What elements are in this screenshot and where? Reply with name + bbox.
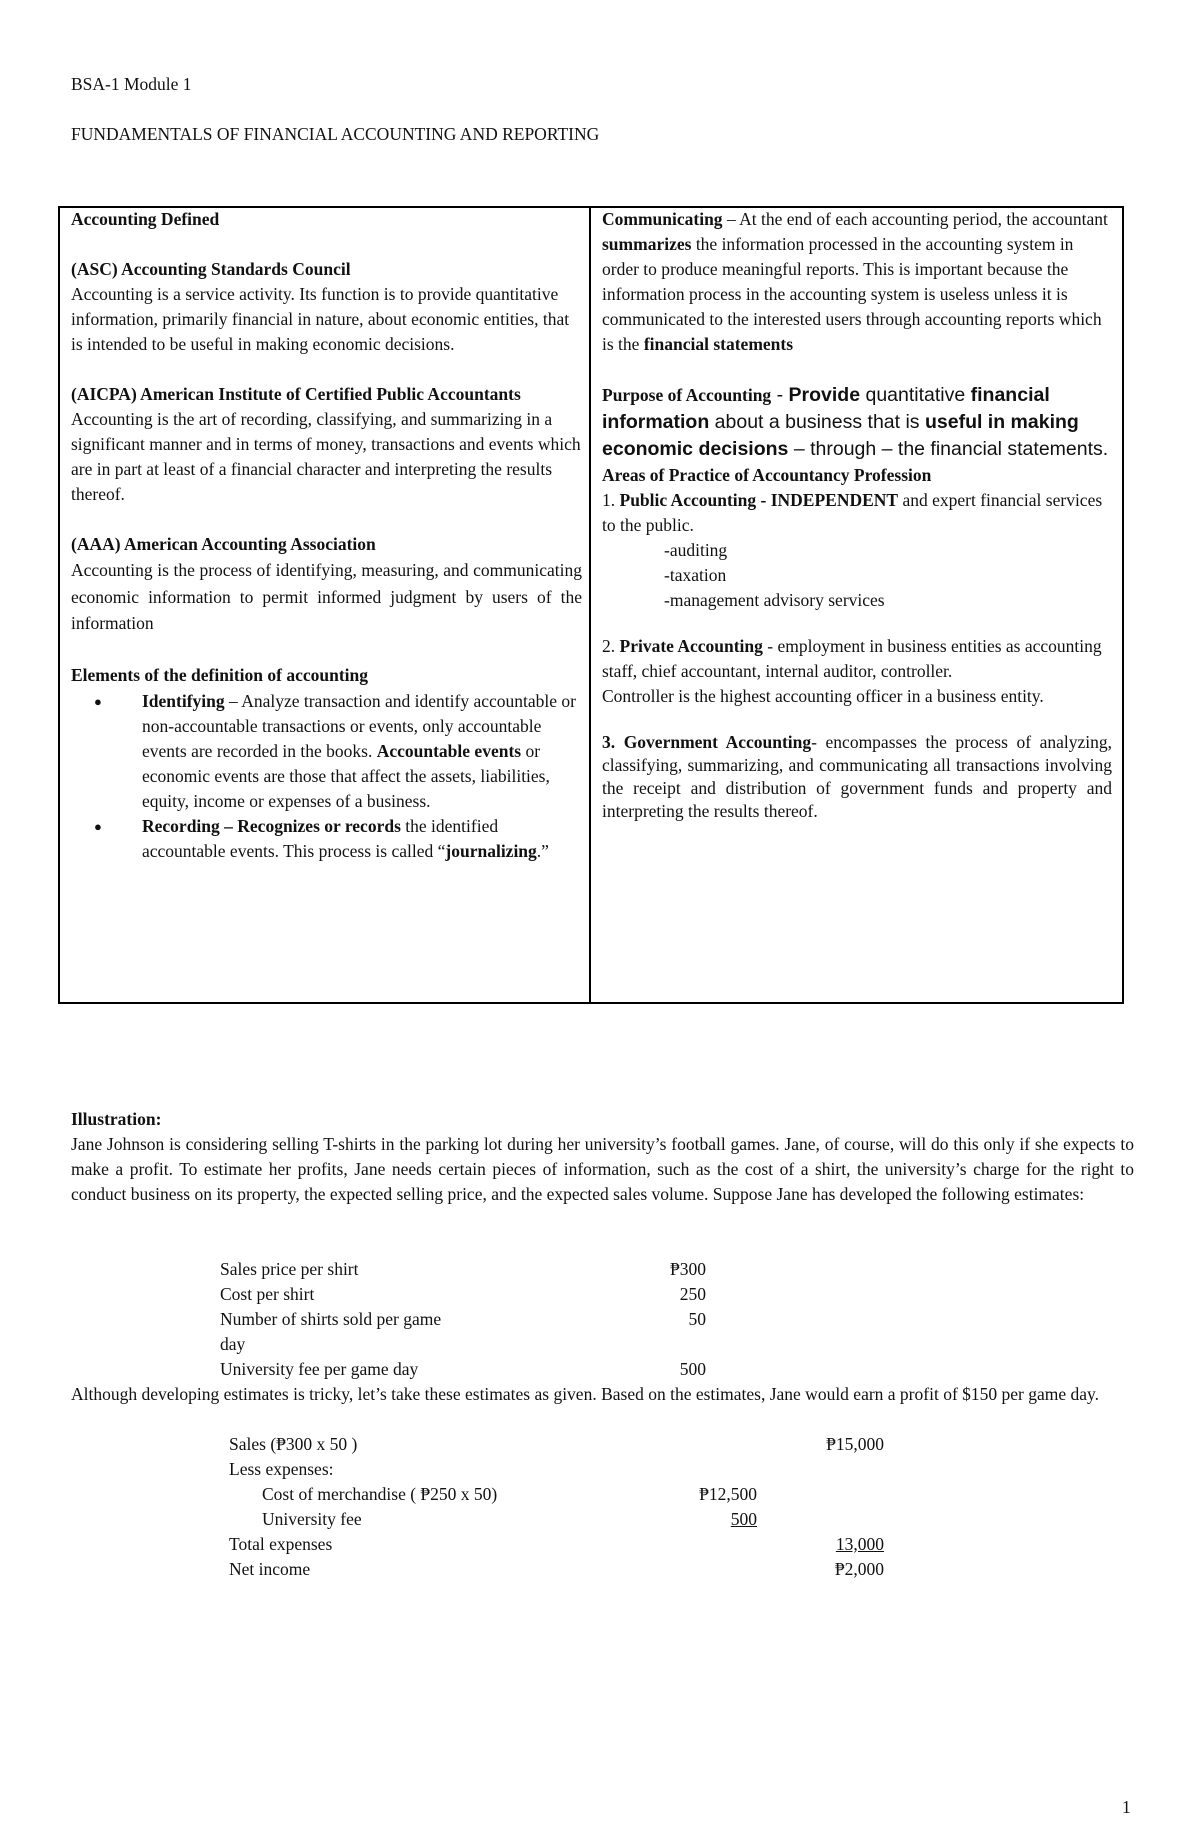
cost-of-merchandise-label: Cost of merchandise ( ₱250 x 50) bbox=[262, 1484, 498, 1504]
estimate-value: 250 bbox=[679, 1284, 706, 1304]
controller-note: Controller is the highest accounting officer in a business entity. bbox=[602, 686, 1044, 706]
purpose-text: – through – the financial statements. bbox=[788, 438, 1109, 460]
estimate-value: 500 bbox=[679, 1359, 706, 1379]
purpose-paragraph bbox=[602, 382, 1112, 463]
communicating-text: – At the end of each accounting period, the accountant bbox=[722, 209, 1108, 229]
service-auditing: -auditing bbox=[664, 540, 728, 560]
table-row bbox=[262, 1507, 757, 1532]
accounting-defined-heading: Accounting Defined bbox=[71, 209, 220, 229]
communicating-paragraph bbox=[602, 207, 1112, 357]
estimate-label-continued: day bbox=[220, 1334, 246, 1354]
sales-label: Sales (₱300 x 50 ) bbox=[229, 1434, 358, 1454]
estimate-label: Cost per shirt bbox=[220, 1284, 315, 1304]
service-management-advisory: -management advisory services bbox=[664, 590, 885, 610]
table-row bbox=[229, 1432, 884, 1457]
public-text: and expert financial services to the public. bbox=[602, 490, 1103, 535]
estimate-label: University fee per game day bbox=[220, 1359, 419, 1379]
illustration-paragraph: Jane Johnson is considering selling T-shirts in the parking lot during her university’s football games. Jane, of course, will do this only if she expects to make a profit. To estimate her profits, Jane needs certain pieces of information, such as the cost of a shirt, the university’s charge for the right to conduct business on its property, the expected selling price, and the expected sales volume. Suppose Jane has developed the following estimates: bbox=[71, 1134, 1134, 1204]
purpose-useful: useful in making economic decisions bbox=[602, 411, 1079, 460]
areas-title: Areas of Practice of Accountancy Profession bbox=[602, 465, 932, 485]
summarizes-bold: summarizes bbox=[602, 234, 692, 254]
table-row bbox=[220, 1257, 720, 1282]
table-row bbox=[220, 1307, 720, 1357]
purpose-provide: Provide bbox=[788, 384, 861, 406]
estimates-table bbox=[0, 1257, 1200, 1382]
public-number: 1. bbox=[602, 490, 620, 510]
university-fee-value: 500 bbox=[730, 1509, 757, 1529]
element-bold: Accountable events bbox=[376, 740, 522, 761]
estimates-note: Although developing estimates is tricky, let’s take these estimates as given. Based on the estimates, Jane would earn a profit of $150 per game day. bbox=[71, 1384, 1100, 1404]
table-row bbox=[262, 1482, 757, 1507]
table-row bbox=[229, 1532, 884, 1557]
aaa-title: (AAA) American Accounting Association bbox=[71, 534, 376, 554]
page-number: 1 bbox=[1122, 1797, 1131, 1817]
element-term: Identifying bbox=[142, 690, 225, 711]
elements-list bbox=[71, 689, 582, 864]
less-expenses-label: Less expenses: bbox=[229, 1459, 334, 1479]
university-fee-label: University fee bbox=[262, 1509, 362, 1529]
illustration-section bbox=[71, 1107, 1134, 1207]
income-statement bbox=[0, 1432, 1200, 1582]
private-accounting bbox=[602, 634, 1112, 684]
element-text: – Analyze transaction and identify accountable or non-accountable transactions or events, only accountable events are recorded in the books. bbox=[142, 690, 576, 761]
element-term: Recording – Recognizes or records bbox=[142, 815, 401, 836]
estimate-value: 50 bbox=[688, 1309, 706, 1329]
elements-title: Elements of the definition of accounting bbox=[71, 664, 369, 685]
purpose-dash: - bbox=[771, 384, 789, 406]
private-text: - employment in business entities as accounting staff, chief accountant, internal auditor, controller. bbox=[602, 636, 1102, 681]
element-text: the identified accountable events. This process is called “ bbox=[142, 815, 499, 861]
purpose-text: about a business that is bbox=[709, 411, 925, 433]
private-number: 2. bbox=[602, 636, 620, 656]
asc-title: (ASC) Accounting Standards Council bbox=[71, 259, 351, 279]
document-title: FUNDAMENTALS OF FINANCIAL ACCOUNTING AND REPORTING bbox=[71, 124, 600, 144]
aicpa-title: (AICPA) American Institute of Certified Public Accountants bbox=[71, 384, 521, 404]
service-taxation: -taxation bbox=[664, 565, 727, 585]
left-column bbox=[71, 207, 582, 864]
net-income-value: ₱2,000 bbox=[834, 1559, 884, 1579]
private-term: Private Accounting bbox=[619, 636, 763, 656]
table-row bbox=[229, 1557, 884, 1582]
estimate-value: ₱300 bbox=[670, 1259, 706, 1279]
list-item bbox=[142, 814, 582, 864]
public-accounting bbox=[602, 488, 1112, 538]
element-text: or economic events are those that affect the assets, liabilities, equity, income or expenses of a business. bbox=[142, 740, 550, 811]
table-row bbox=[229, 1457, 884, 1482]
list-item bbox=[142, 689, 582, 814]
total-expenses-label: Total expenses bbox=[229, 1534, 333, 1554]
illustration-title: Illustration: bbox=[71, 1109, 162, 1129]
aicpa-definition: Accounting is the art of recording, classifying, and summarizing in a significant manner and in terms of money, transactions and events which are in part at least of a financial character and interpreting the results thereof. bbox=[71, 409, 581, 504]
communicating-term: Communicating bbox=[602, 209, 723, 229]
net-income-label: Net income bbox=[229, 1559, 311, 1579]
government-text: - encompasses the process of analyzing, classifying, summarizing, and communicating all transactions involving the receipt and distribution of government funds and property and interpreting the results thereof. bbox=[602, 732, 1112, 821]
sales-value: ₱15,000 bbox=[826, 1434, 884, 1454]
purpose-text: quantitative bbox=[860, 384, 971, 406]
table-row bbox=[220, 1357, 720, 1382]
asc-definition: Accounting is a service activity. Its function is to provide quantitative information, primarily financial in nature, about economic entities, that is intended to be useful in making economic decisions. bbox=[71, 284, 570, 354]
government-accounting bbox=[602, 731, 1112, 823]
element-text: .” bbox=[536, 840, 549, 861]
government-term: 3. Government Accounting bbox=[602, 732, 812, 752]
purpose-term: Purpose of Accounting bbox=[602, 385, 772, 405]
estimate-label: Sales price per shirt bbox=[220, 1259, 359, 1279]
table-row bbox=[220, 1282, 720, 1307]
purpose-financial-info: financial information bbox=[602, 384, 1050, 433]
estimate-label: Number of shirts sold per game bbox=[220, 1309, 442, 1329]
table-column-divider bbox=[589, 206, 591, 1004]
element-bold: journalizing bbox=[445, 840, 537, 861]
communicating-text: the information processed in the accounting system in order to produce meaningful reports. This is important because the information process in the accounting system is useless unless it is communicated to the interested users through accounting reports which is the bbox=[602, 234, 1102, 354]
right-column bbox=[602, 207, 1112, 823]
public-term: Public Accounting - INDEPENDENT bbox=[619, 490, 899, 510]
cost-of-merchandise-value: ₱12,500 bbox=[699, 1484, 757, 1504]
financial-statements-bold: financial statements bbox=[643, 334, 794, 354]
aaa-definition: Accounting is the process of identifying, measuring, and communicating economic information to permit informed judgment by users of the information bbox=[71, 560, 582, 633]
module-label: BSA-1 Module 1 bbox=[71, 74, 192, 94]
total-expenses-value: 13,000 bbox=[835, 1534, 884, 1554]
